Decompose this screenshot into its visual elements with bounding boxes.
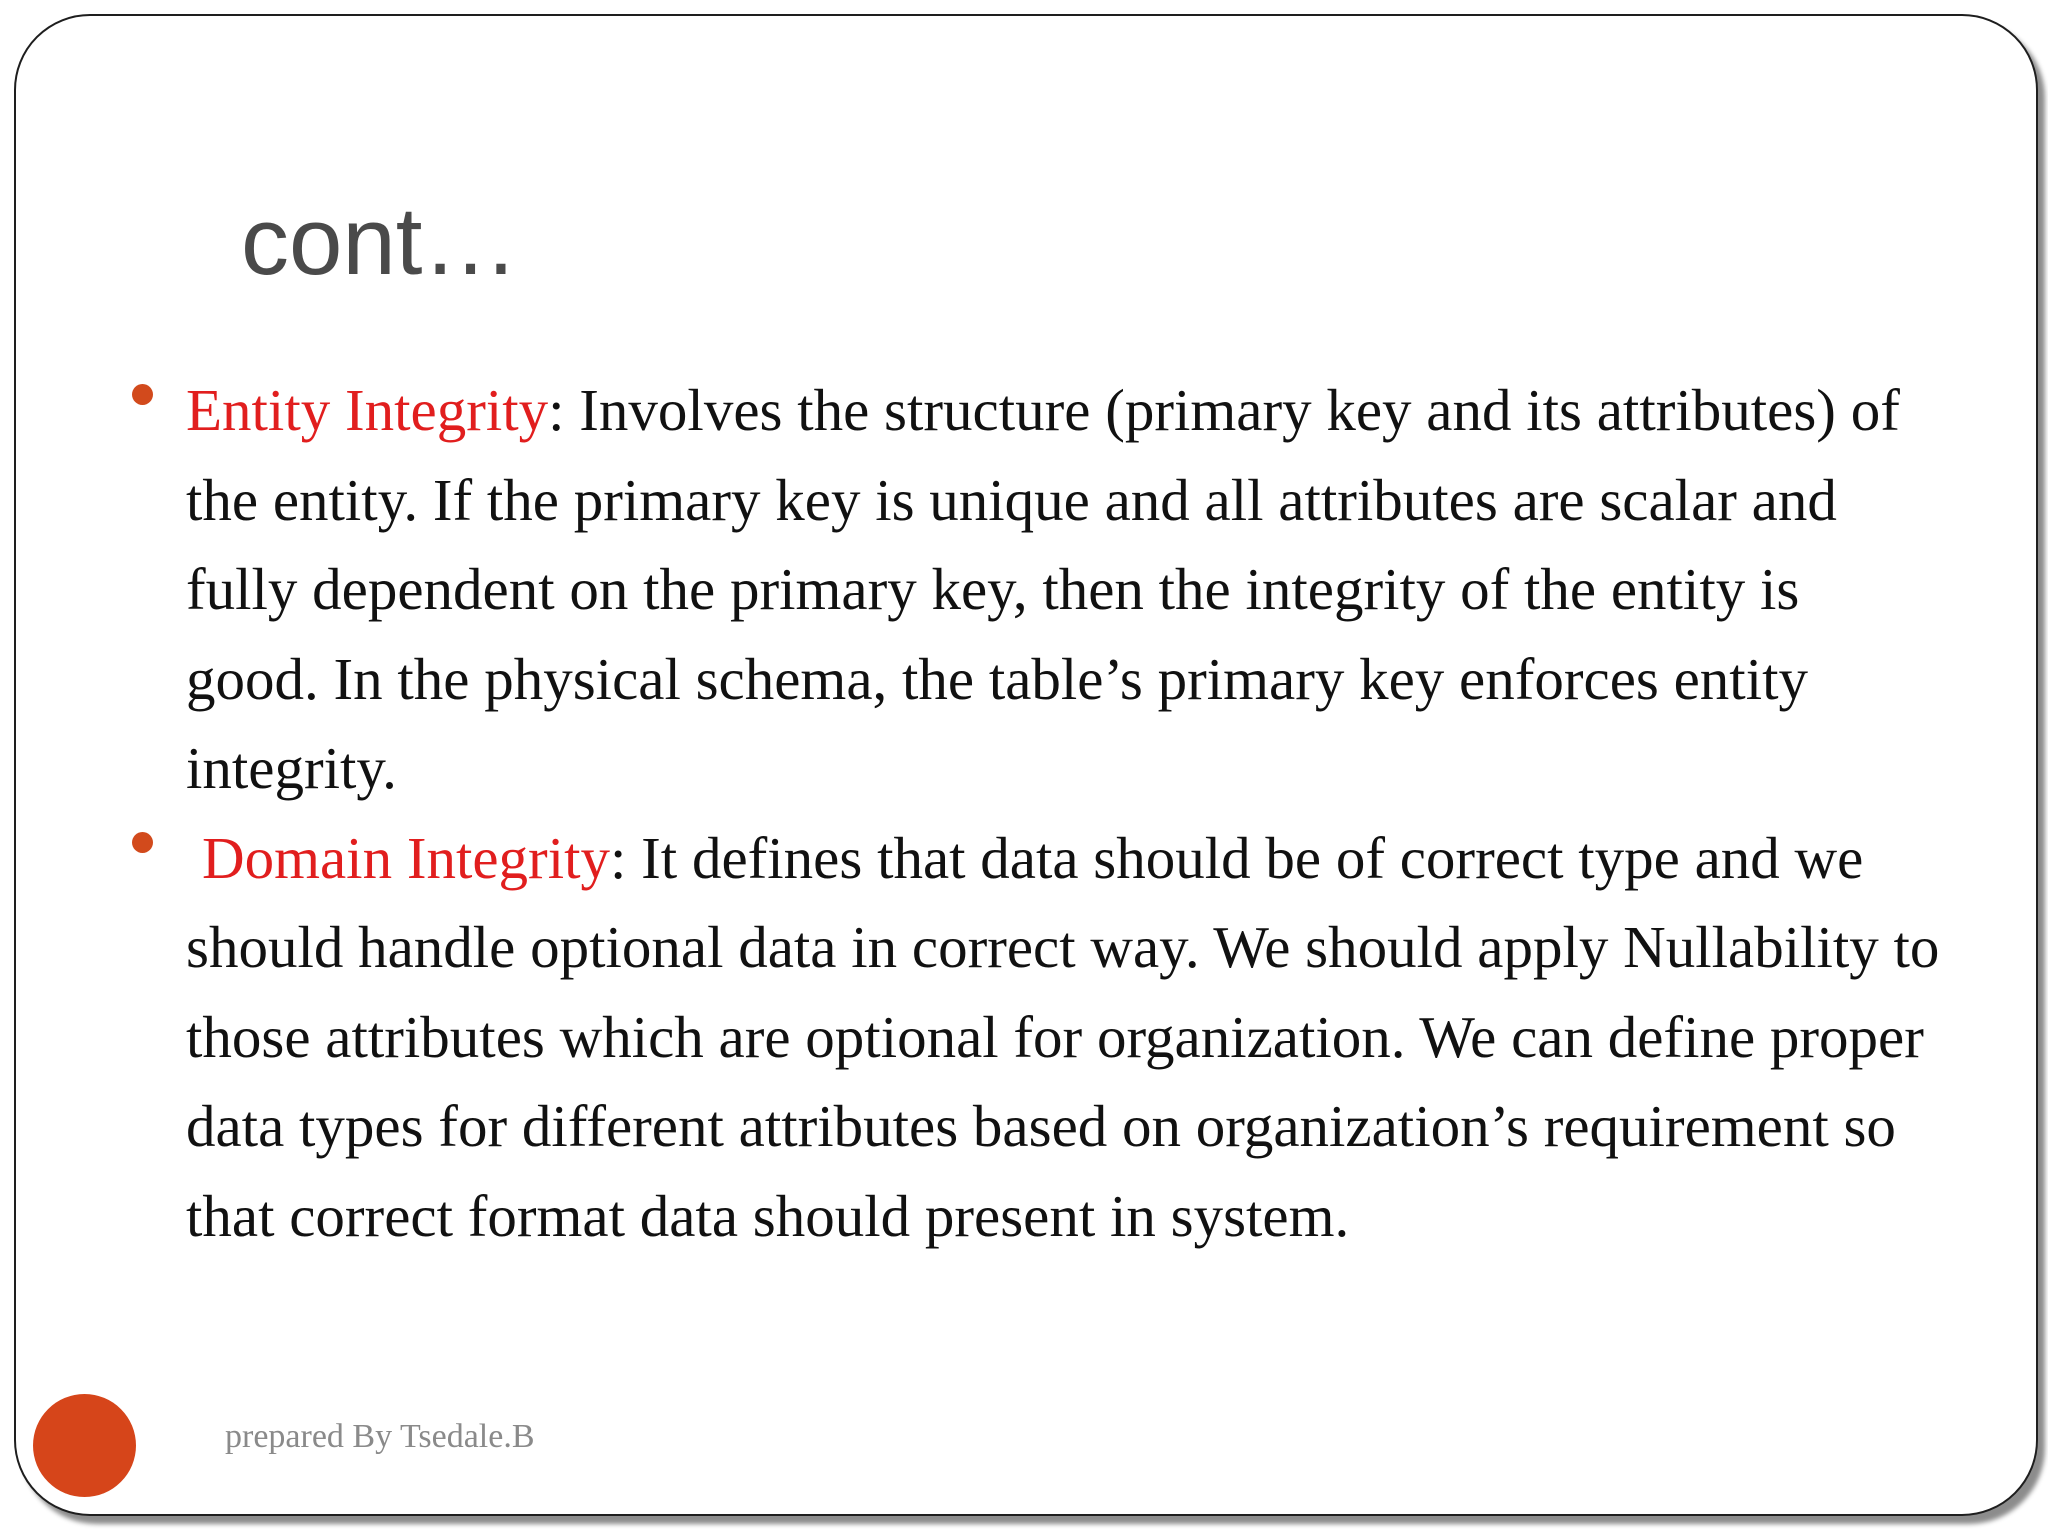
bullet-list <box>186 366 1946 1261</box>
bullet-entity-integrity <box>186 366 1946 814</box>
decorative-circle-icon <box>33 1394 136 1497</box>
term-separator: : <box>610 824 642 891</box>
footer-credit: prepared By Tsedale.B <box>225 1418 535 1455</box>
bullet-domain-integrity <box>186 814 1946 1262</box>
bullet-text: Involves the structure (primary key and its attributes) of the entity. If the primary key is unique and all attributes are scalar and fully dependent on the primary key, then the integrity of the entity is good. In the physical schema, the table’s primary key enforces entity integrity. <box>186 377 1900 801</box>
term-domain-integrity: Domain Integrity <box>202 824 610 891</box>
slide-title: cont… <box>241 188 519 295</box>
bullet-dot-icon <box>132 832 153 853</box>
bullet-text: It defines that data should be of correct type and we should handle optional data in correct way. We should apply Nullability to those attributes which are optional for organization. We can define proper data types for different attributes based on organization’s requirement so that correct format data should present in system. <box>186 824 1940 1249</box>
term-entity-integrity: Entity Integrity <box>186 377 549 443</box>
term-separator: : <box>548 377 580 443</box>
slide-frame <box>14 14 2038 1516</box>
bullet-dot-icon <box>132 384 153 405</box>
